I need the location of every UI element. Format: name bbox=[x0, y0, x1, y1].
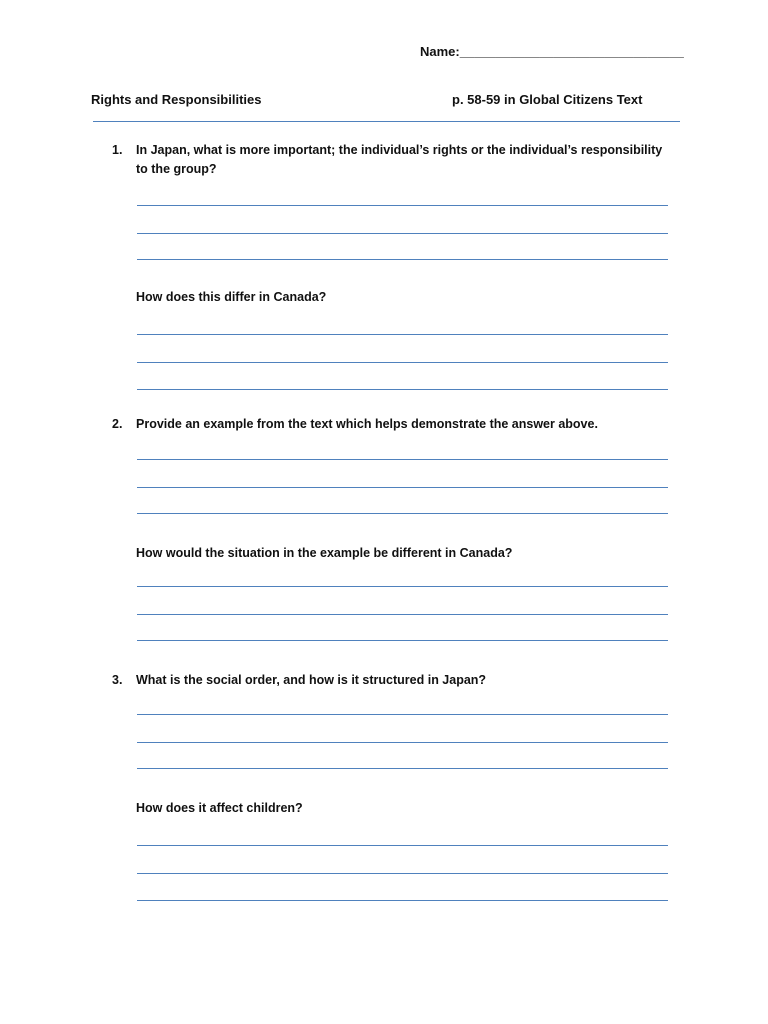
answer-line[interactable] bbox=[137, 334, 668, 335]
answer-line[interactable] bbox=[137, 586, 668, 587]
answer-line[interactable] bbox=[137, 768, 668, 769]
question-1-follow-up: How does this differ in Canada? bbox=[136, 290, 327, 304]
answer-line[interactable] bbox=[137, 640, 668, 641]
answer-line[interactable] bbox=[137, 259, 668, 260]
answer-line[interactable] bbox=[137, 900, 668, 901]
question-3-number: 3. bbox=[112, 673, 123, 687]
header-divider bbox=[93, 121, 680, 122]
answer-line[interactable] bbox=[137, 873, 668, 874]
question-1-text: In Japan, what is more important; the individual’s rights or the individual’s responsibility to the group? bbox=[136, 143, 663, 176]
answer-line[interactable] bbox=[137, 487, 668, 488]
question-2-number: 2. bbox=[112, 417, 123, 431]
answer-line[interactable] bbox=[137, 233, 668, 234]
worksheet-title: Rights and Responsibilities bbox=[91, 92, 262, 107]
answer-line[interactable] bbox=[137, 389, 668, 390]
answer-line[interactable] bbox=[137, 614, 668, 615]
question-3-text: What is the social order, and how is it structured in Japan? bbox=[136, 673, 487, 687]
question-3-follow-up: How does it affect children? bbox=[136, 801, 303, 815]
answer-line[interactable] bbox=[137, 714, 668, 715]
answer-line[interactable] bbox=[137, 742, 668, 743]
name-field-label: Name:_______________________________ bbox=[420, 44, 684, 59]
question-2-text: Provide an example from the text which helps demonstrate the answer above. bbox=[136, 417, 598, 431]
answer-line[interactable] bbox=[137, 362, 668, 363]
question-1-number: 1. bbox=[112, 143, 123, 157]
text-reference: p. 58-59 in Global Citizens Text bbox=[452, 92, 643, 107]
answer-line[interactable] bbox=[137, 205, 668, 206]
answer-line[interactable] bbox=[137, 845, 668, 846]
answer-line[interactable] bbox=[137, 513, 668, 514]
answer-line[interactable] bbox=[137, 459, 668, 460]
question-2-follow-up: How would the situation in the example be different in Canada? bbox=[136, 546, 513, 560]
